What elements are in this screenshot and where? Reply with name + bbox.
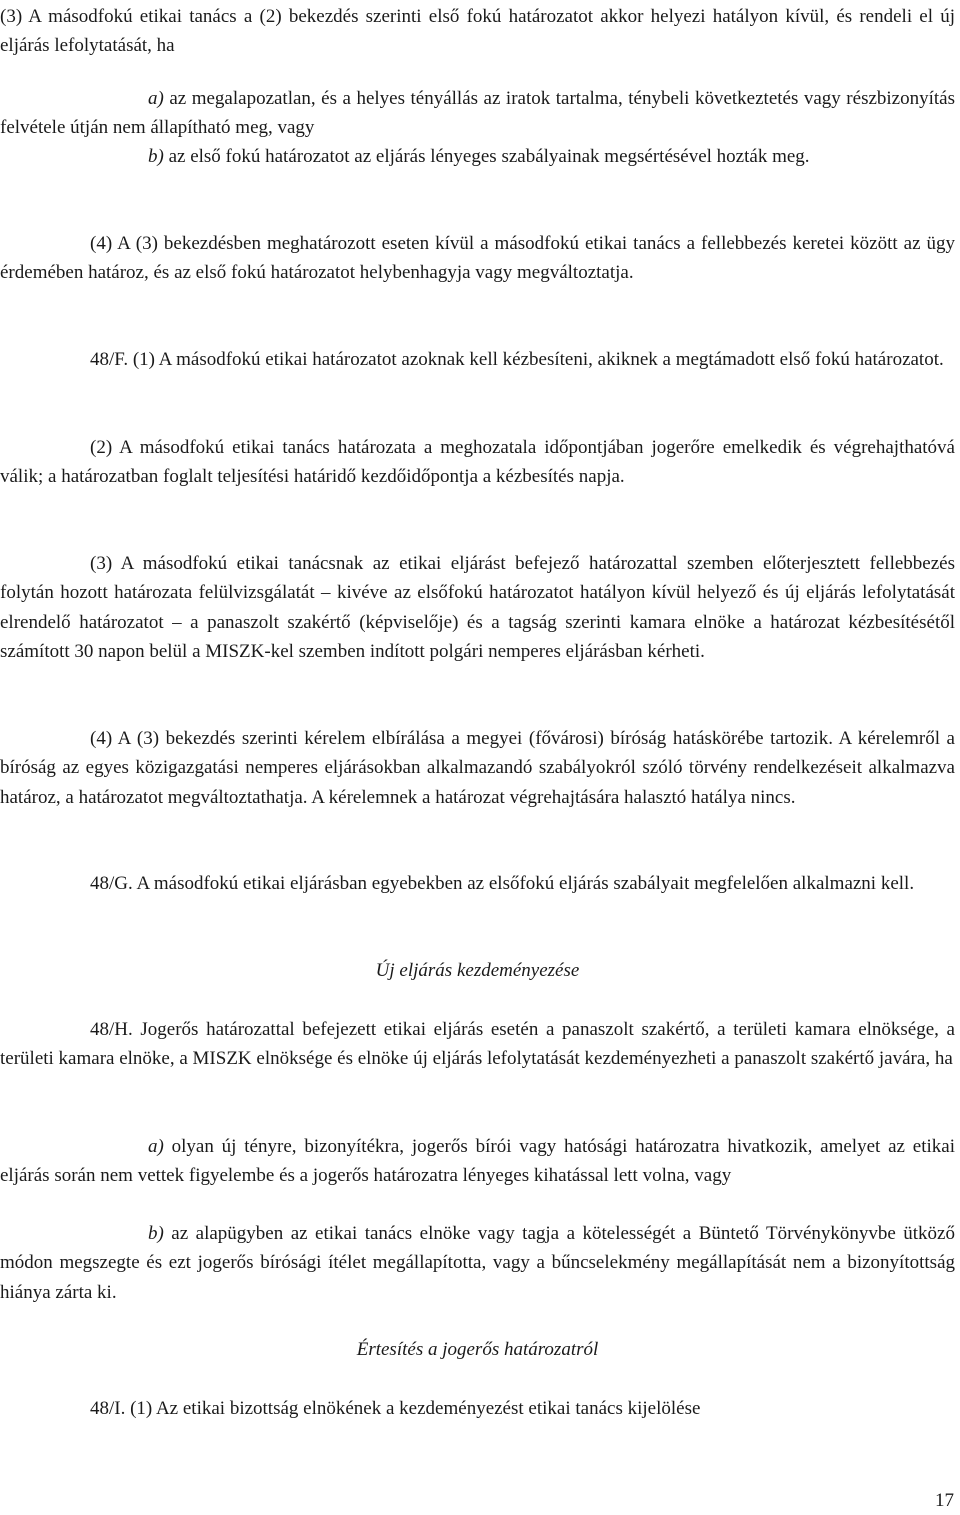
paragraph-48h: 48/H. Jogerős határozattal befejezett etikai eljárás esetén a panaszolt szakértő, a területi kamara elnöksége, a területi kamara elnöke, a MISZK elnöksége és elnöke új eljárás lefolytatását kezdeményezheti a panaszolt szakértő javára, ha (0, 1019, 955, 1070)
paragraph-48e-4: (4) A (3) bekezdésben meghatározott eseten kívül a másodfokú etikai tanács a fellebbezés keretei között az ügy érdemében határoz, és az első fokú határozatot helybenhagyja vagy megváltoztatja. (0, 233, 955, 284)
paragraph-48g: 48/G. A másodfokú etikai eljárásban egyebekben az elsőfokú eljárás szabályait megfelelően alkalmazni kell. (90, 873, 915, 894)
paragraph-48i-1: 48/I. (1) Az etikai bizottság elnökének a kezdeményezést etikai tanács kijelölése (90, 1398, 701, 1419)
point-label-a: a) (148, 88, 164, 109)
paragraph-48e-3: (3) A másodfokú etikai tanács a (2) bekezdés szerinti első fokú határozatot akkor helyezi hatályon kívül, és rendeli el új eljárás lefolytatását, ha (0, 6, 955, 57)
point-label-b: b) (148, 1223, 164, 1244)
paragraph-48f-1: 48/F. (1) A másodfokú etikai határozatot azoknak kell kézbesíteni, akiknek a megtámadott első fokú határozatot. (90, 349, 944, 370)
point-text-a: az megalapozatlan, és a helyes tényállás az iratok tartalma, ténybeli következtetés vagy részbizonyítás felvétele útján nem állapítható meg, vagy (0, 88, 955, 139)
point-label-b: b) (148, 146, 164, 167)
section-heading-new-procedure: Új eljárás kezdeményezése (375, 960, 580, 981)
paragraph-48f-3: (3) A másodfokú etikai tanácsnak az etikai eljárást befejező határozattal szemben előterjesztett fellebbezés folytán hozott határozata felülvizsgálatát – kivéve az elsőfokú határozatot hatályon kívül helyező és új eljárás lefolytatását elrendelő határozatot – a panaszolt szakértő (képviselője) és a tagság szerinti kamara elnöke a határozat kézbesítésétől számított 30 napon belül a MISZK-kel szemben indított polgári nemperes eljárásban kérheti. (0, 553, 955, 662)
point-text-b: az első fokú határozatot az eljárás lényeges szabályainak megsértésével hozták meg. (163, 146, 810, 167)
paragraph-48h-b (0, 1219, 955, 1307)
paragraph-48f-4: (4) A (3) bekezdés szerinti kérelem elbírálása a megyei (fővárosi) bíróság hatáskörébe tartozik. A kérelemről a bíróság az egyes közigazgatási nemperes eljárásokban alkalmazandó szabályokról szóló törvény rendelkezéseit alkalmazva határoz, a határozatot megváltoztathatja. A kérelemnek a határozat végrehajtására halasztó hatálya nincs. (0, 728, 955, 808)
paragraph-48e-3-a (0, 84, 955, 143)
paragraph-48h-a (0, 1132, 955, 1191)
point-text-a: olyan új tényre, bizonyítékra, jogerős bírói vagy hatósági határozatra hivatkozik, amelyet az etikai eljárás során nem vettek figyelembe és a jogerős határozatra lényeges kihatással lett volna, vagy (0, 1136, 955, 1187)
paragraph-48f-2: (2) A másodfokú etikai tanács határozata a meghozatala időpontjában jogerőre emelkedik és végrehajthatóvá válik; a határozatban foglalt teljesítési határidő kezdőidőpontja a kézbesítés napja. (0, 437, 955, 488)
paragraph-48e-3-b (0, 142, 955, 171)
page-number: 17 (935, 1490, 954, 1511)
point-label-a: a) (148, 1136, 164, 1157)
section-heading-notification: Értesítés a jogerős határozatról (356, 1339, 599, 1360)
point-text-b: az alapügyben az etikai tanács elnöke vagy tagja a kötelességét a Büntető Törvénykönyvbe ütköző módon megszegte és ezt jogerős bírósági ítélet megállapította, vagy a bűncselekmény megállapítását nem a bizonyítottság hiánya zárta ki. (0, 1223, 955, 1303)
